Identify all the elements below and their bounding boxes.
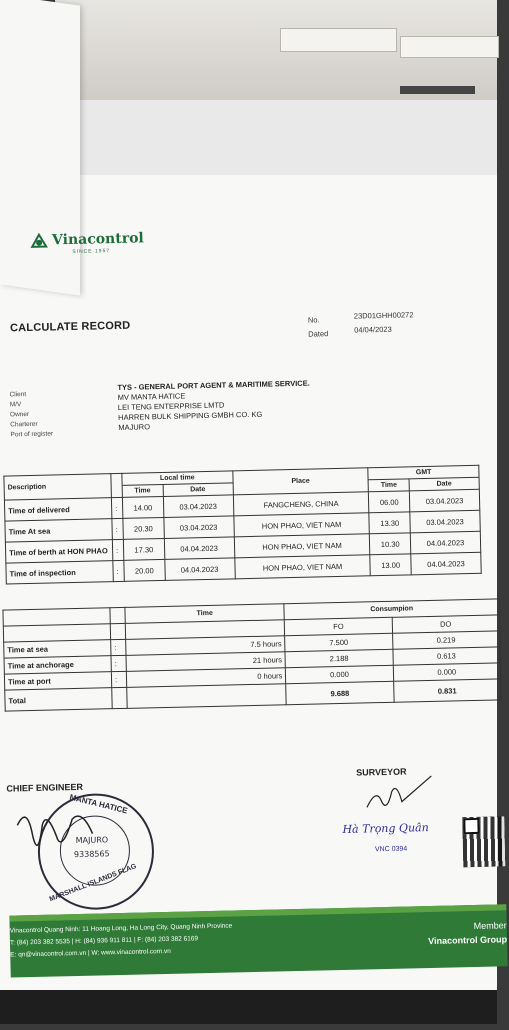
row-time: 0 hours (126, 668, 286, 688)
total-do: 0.831 (393, 679, 501, 702)
header-gmt-date: Date (409, 477, 479, 491)
surveyor-title: SURVEYOR (356, 766, 407, 778)
header-place: Place (232, 468, 368, 495)
spacer-cell: : (111, 655, 126, 671)
row-place: HON PHAO, VIET NAM (234, 534, 370, 558)
no-value: 23D01GHH00272 (353, 310, 414, 321)
spacer-cell: : (112, 539, 123, 560)
stamp-flag: MARSHALL ISLANDS FLAG (48, 863, 138, 904)
header-time: Time (125, 604, 285, 624)
row-fo: 7.500 (285, 633, 393, 651)
charterer-label: Charterer (10, 420, 38, 429)
header-consumption: Consumpion (284, 599, 499, 620)
total-label: Total (5, 688, 112, 711)
qr-anchor (463, 818, 479, 834)
logo-wordmark: Vinacontrol (51, 230, 144, 249)
surveyor-signature (361, 776, 442, 818)
spacer-cell: : (111, 671, 126, 687)
row-label: Time at sea (4, 640, 111, 658)
row-date: 03.04.2023 (163, 495, 233, 518)
row-gmt-time: 13.30 (369, 512, 410, 534)
row-fo: 0.000 (286, 665, 394, 683)
row-description: Time of inspection (6, 561, 113, 584)
row-gmt-time: 10.30 (370, 533, 411, 555)
spacer-cell (111, 473, 122, 485)
header-do: DO (392, 615, 500, 633)
spacer-cell: : (111, 497, 122, 518)
spacer-cell: : (111, 639, 126, 655)
document-title: CALCULATE RECORD (9, 319, 131, 335)
footer-phone: T: (84) 203 382 5535 | H: (84) 936 911 811 | F: (84) 203 382 6169 (9, 935, 199, 947)
client-value: TYS - GENERAL PORT AGENT & MARITIME SERVICE. (117, 378, 310, 392)
row-time: 17.30 (123, 538, 164, 560)
charterer-value: HARREN BULK SHIPPING GMBH CO. KG (117, 409, 263, 422)
header-date: Date (163, 483, 233, 497)
row-description: Time At sea (5, 519, 112, 542)
row-date: 04.04.2023 (164, 537, 234, 560)
owner-label: Owner (9, 410, 30, 419)
row-time: 7.5 hours (126, 636, 286, 656)
dated-label: Dated (308, 329, 329, 339)
spacer-cell: : (113, 560, 124, 581)
header-gmt: GMT (368, 465, 479, 480)
row-gmt-date: 03.04.2023 (410, 510, 481, 533)
footer-member: Member (473, 920, 507, 932)
row-do: 0.613 (393, 647, 501, 665)
row-time: 14.00 (122, 496, 163, 518)
owner-value: LEI TENG ENTERPRISE LMTD (117, 400, 225, 412)
client-label: Client (9, 391, 27, 399)
row-label: Time at anchorage (4, 656, 111, 674)
row-time: 20.30 (123, 517, 164, 539)
engineer-signature (12, 803, 103, 865)
row-place: HON PHAO, VIET NAM (233, 513, 369, 537)
spacer-cell (110, 623, 125, 639)
dated-value: 04/04/2023 (354, 324, 392, 335)
header-time: Time (122, 484, 163, 497)
spacer-cell (110, 607, 125, 623)
empty-cell (127, 684, 287, 709)
spacer-cell: : (112, 518, 123, 539)
port-of-register-label: Port of register (10, 430, 54, 439)
stamp-imo: 9338565 (73, 849, 110, 860)
surveyor-code: VNC 0394 (374, 845, 408, 854)
row-do: 0.000 (393, 663, 501, 681)
row-do: 0.219 (392, 631, 500, 649)
row-place: FANGCHENG, CHINA (233, 492, 369, 516)
row-gmt-date: 04.04.2023 (411, 552, 482, 575)
footer-bar (9, 904, 507, 977)
total-fo: 9.688 (286, 681, 394, 704)
header-gmt-time: Time (369, 479, 410, 492)
header-local-time: Local time (122, 471, 233, 486)
timeline-table (3, 465, 481, 585)
stamp-port: MAJURO (75, 835, 109, 846)
port-of-register-value: MAJURO (118, 422, 151, 432)
footer-address: Vinacontrol Quang Ninh: 11 Hoang Long, Ha Long City, Quang Ninh Province (9, 922, 233, 935)
row-gmt-date: 04.04.2023 (410, 531, 481, 554)
row-place: HON PHAO, VIET NAM (234, 555, 370, 579)
row-description: Time of berth at HON PHAO (5, 540, 112, 563)
vessel-label: M/V (9, 401, 22, 409)
company-logo (30, 230, 144, 249)
chief-engineer-title: CHIEF ENGINEER (6, 781, 84, 794)
footer-contact: E: qn@vinacontrol.com.vn | W: www.vinacontrol.com.vn (10, 947, 171, 959)
header-description: Description (4, 474, 112, 500)
no-label: No. (307, 315, 320, 325)
row-time: 20.00 (124, 559, 165, 581)
spacer-cell (111, 485, 122, 497)
row-gmt-time: 06.00 (369, 491, 410, 513)
row-gmt-time: 13.00 (370, 554, 411, 576)
row-date: 04.04.2023 (164, 558, 234, 581)
stamp-ship-name: MANTA HATICE (68, 792, 129, 816)
row-fo: 2.188 (285, 649, 393, 667)
row-label: Time at port (4, 672, 111, 690)
header-fo: FO (285, 617, 393, 635)
row-description: Time of delivered (4, 498, 111, 521)
globe-logo-icon (30, 233, 48, 249)
row-time: 21 hours (126, 652, 286, 672)
spacer-cell (112, 687, 127, 708)
surveyor-name-stamp: Hà Trọng Quân (342, 821, 429, 836)
vessel-value: MV MANTA HATICE (117, 391, 186, 402)
row-gmt-date: 03.04.2023 (409, 489, 480, 512)
footer-group: Vinacontrol Group (428, 934, 508, 947)
consumption-table (2, 598, 501, 711)
row-date: 03.04.2023 (163, 516, 233, 539)
logo-tagline: SINCE 1957 (72, 248, 111, 255)
